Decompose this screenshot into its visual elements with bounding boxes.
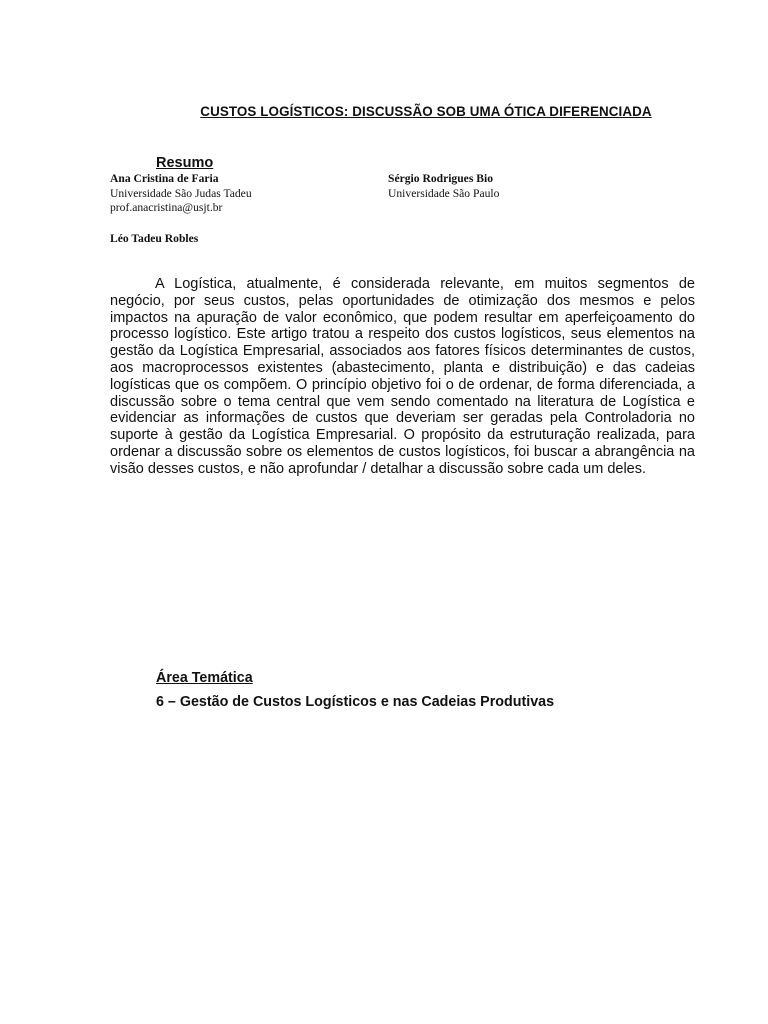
author-name: Sérgio Rodrigues Bio bbox=[388, 172, 493, 185]
abstract-text: A Logística, atualmente, é considerada relevante, em muitos segmentos de negócio, por seus custos, pelas oportunidades de otimização dos mesmos e pelos impactos na apuração de valor econômico, que podem resultar em aperfeiçoamento do processo logístico. Este artigo tratou a respeito dos custos logísticos, seus elementos na gestão da Logística Empresarial, associados aos fatores físicos determinantes de custos, aos macroprocessos existentes (abastecimento, planta e distribuição) e das cadeias logísticas que os compõem. O princípio objetivo foi o de ordenar, de forma diferenciada, a discussão sobre o tema central que vem sendo comentado na literatura de Logística e evidenciar as informações de custos que deveriam ser geradas pela Controladoria no suporte à gestão da Logística Empresarial. O propósito da estruturação realizada, para ordenar a discussão sobre os elementos de custos logísticos, foi buscar a abrangência na visão desses custos, e não aprofundar / detalhar a discussão sobre cada um deles. bbox=[110, 276, 695, 477]
document-title: CUSTOS LOGÍSTICOS: DISCUSSÃO SOB UMA ÓTICA DIFERENCIADA bbox=[200, 104, 652, 119]
author-name: Ana Cristina de Faria bbox=[110, 172, 219, 185]
author-affiliation: Universidade São Judas Tadeu bbox=[110, 186, 252, 200]
author-block-3 bbox=[110, 232, 198, 247]
author-block-1 bbox=[110, 172, 252, 216]
author-email: prof.anacristina@usjt.br bbox=[110, 201, 223, 215]
author-affiliation: Universidade São Paulo bbox=[388, 186, 500, 200]
author-block-2 bbox=[388, 172, 499, 201]
abstract-heading: Resumo bbox=[156, 155, 214, 171]
thematic-area-heading: Área Temática bbox=[156, 670, 253, 686]
thematic-area-value: 6 – Gestão de Custos Logísticos e nas Cadeias Produtivas bbox=[156, 694, 555, 710]
author-name: Léo Tadeu Robles bbox=[110, 232, 199, 245]
